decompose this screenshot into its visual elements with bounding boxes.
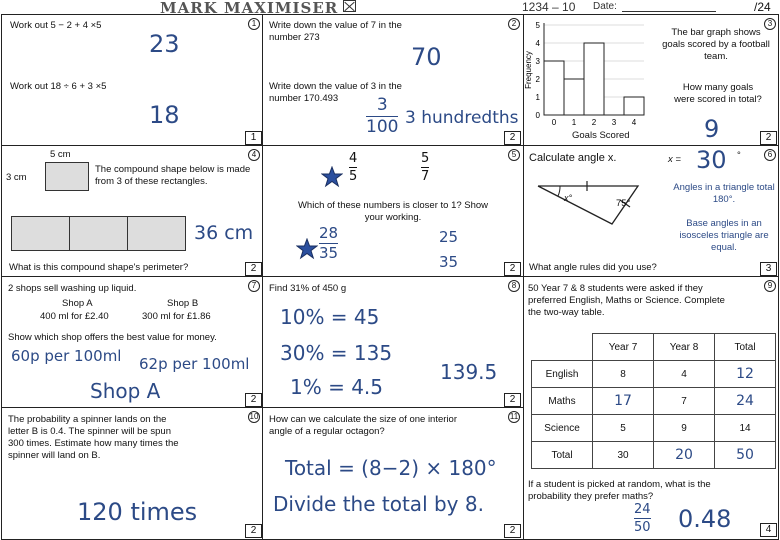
table-cell: 8 [593, 361, 654, 388]
table-cell: 50 [715, 442, 776, 469]
q8-working-3: 1% = 4.5 [290, 375, 384, 399]
table-row [532, 334, 776, 361]
shop-b-name: Shop B [167, 298, 199, 309]
compound-rectangle-3 [127, 216, 186, 251]
q10-prompt: The probability a spinner lands on the letter B is 0.4. The spinner will be spun 300 times. Estimate how many times the spinner will land on B. [8, 414, 179, 461]
y-tick-label: 4 [535, 39, 540, 48]
table-cell: English [532, 361, 593, 388]
star-icon [321, 166, 343, 188]
q5-fraction-2 [421, 152, 429, 183]
q5-working-1 [319, 226, 338, 261]
brand-title: MARK MAXIMISER [160, 0, 339, 17]
angle-x-label: x° [564, 193, 573, 203]
q7-number: 7 [248, 280, 260, 292]
q4-answer: 36 cm [194, 222, 254, 244]
q5-f1-num: 4 [349, 151, 358, 166]
q9-question: If a student is picked at random, what is the probability they prefer maths? [528, 479, 711, 502]
bar [624, 97, 644, 115]
q10-marks: 2 [245, 524, 262, 538]
question-5 [262, 145, 524, 277]
q3-question: How many goals were scored in total? [674, 82, 762, 105]
x-tick-label: 1 [571, 118, 577, 127]
q8-prompt: Find 31% of 450 g [269, 283, 347, 294]
table-cell: 4 [654, 361, 715, 388]
table-cell [532, 334, 593, 361]
y-tick-label: 3 [535, 57, 540, 66]
q5-number: 5 [508, 149, 520, 161]
q9-marks: 4 [760, 523, 777, 537]
q5-w1-den: 35 [319, 244, 339, 262]
q6-degree: ° [737, 150, 741, 161]
table-cell: 24 [715, 388, 776, 415]
table-cell: 9 [654, 415, 715, 442]
q2-prompt-a: Write down the value of 7 in the number 273 [269, 20, 402, 43]
envelope-icon [343, 0, 356, 12]
table-row [532, 442, 776, 469]
q11-prompt: How can we calculate the size of one interior angle of a regular octagon? [269, 414, 457, 437]
table-row [532, 361, 776, 388]
table-cell: 7 [654, 388, 715, 415]
q5-w2-num: 25 [439, 228, 459, 246]
q10-number: 10 [249, 412, 259, 421]
q8-working-2: 30% = 135 [280, 341, 393, 365]
q9-frac-bar [634, 518, 651, 519]
question-2 [262, 14, 524, 146]
question-1 [1, 14, 263, 146]
q4-question: What is this compound shape's perimeter? [9, 262, 189, 273]
q3-prompt: The bar graph shows goals scored by a football team. [662, 27, 770, 62]
total-marks: /24 [754, 0, 771, 14]
q6-answer: 30 [696, 146, 727, 174]
q7-answer: Shop A [90, 379, 161, 403]
q6-prompt: Calculate angle x. [529, 152, 617, 164]
isosceles-triangle [536, 180, 666, 240]
q7-question: Show which shop offers the best value for money. [8, 332, 217, 343]
q2-answer-a: 70 [411, 43, 442, 71]
q2-fraction-den: 100 [366, 117, 399, 137]
x-tick-label: 0 [551, 118, 557, 127]
q3-marks: 2 [760, 131, 777, 145]
q2-number: 2 [508, 18, 520, 30]
q5-f2-num: 5 [421, 151, 430, 166]
y-axis-label: Frequency [524, 51, 533, 89]
q8-working-1: 10% = 45 [280, 305, 380, 329]
q7-working-b: 62p per 100ml [139, 355, 250, 373]
q9-frac-den: 50 [634, 520, 651, 535]
q10-answer: 120 times [77, 498, 198, 526]
q1-prompt-b: Work out 18 ÷ 6 + 3 ×5 [10, 81, 107, 92]
table-row [532, 388, 776, 415]
bar [544, 61, 564, 115]
table-cell: Science [532, 415, 593, 442]
q5-f2-bar [421, 167, 429, 168]
q11-answer-1: Total = (8−2) × 180° [285, 456, 497, 480]
compound-rectangle-1 [11, 216, 70, 251]
q6-question: What angle rules did you use? [529, 262, 657, 273]
worksheet-code: 1234 – 10 [522, 0, 576, 14]
table-cell: Maths [532, 388, 593, 415]
q3-xlabel: Goals Scored [572, 130, 630, 141]
table-cell: 14 [715, 415, 776, 442]
q2-marks: 2 [504, 131, 521, 145]
q11-marks: 2 [504, 524, 521, 538]
table-cell: 12 [715, 361, 776, 388]
q7-prompt: 2 shops sell washing up liquid. [8, 283, 137, 294]
date-field[interactable] [622, 11, 716, 12]
x-tick-label: 4 [631, 118, 637, 127]
q3-number: 3 [764, 18, 776, 30]
q5-f1-bar [349, 167, 357, 168]
date-label: Date: [593, 1, 617, 12]
shop-a-name: Shop A [62, 298, 93, 309]
question-10 [1, 407, 263, 540]
q4-width-label: 5 cm [50, 149, 71, 160]
single-rectangle [45, 162, 89, 191]
y-tick-label: 1 [535, 93, 540, 102]
q1-prompt-a: Work out 5 − 2 + 4 ×5 [10, 20, 102, 31]
q5-f1-den: 5 [349, 169, 358, 184]
q1-answer-b: 18 [149, 101, 180, 129]
table-cell: Total [715, 334, 776, 361]
question-8 [262, 276, 524, 408]
q11-number: 11 [509, 412, 519, 421]
table-cell: 20 [654, 442, 715, 469]
q1-marks: 1 [245, 131, 262, 145]
q9-fraction [634, 503, 651, 534]
q4-prompt: The compound shape below is made from 3 of these rectangles. [95, 164, 251, 187]
x-tick-label: 3 [611, 118, 617, 127]
q11-answer-2: Divide the total by 8. [273, 492, 484, 516]
q1-number: 1 [248, 18, 260, 30]
x-tick-label: 2 [591, 118, 597, 127]
bar [584, 43, 604, 115]
table-cell: Year 8 [654, 334, 715, 361]
q9-answer: 0.48 [678, 505, 732, 533]
q5-w1-num: 28 [319, 224, 339, 242]
q2-fraction [366, 97, 398, 136]
q9-prompt: 50 Year 7 & 8 students were asked if they preferred English, Maths or Science. Complete the two-way table. [528, 283, 725, 318]
q5-fraction-1 [349, 152, 357, 183]
q5-w2-den: 35 [439, 253, 459, 271]
q9-frac-num: 24 [634, 502, 651, 517]
star-icon [296, 238, 318, 260]
q4-height-label: 3 cm [6, 172, 27, 183]
y-tick-label: 5 [535, 21, 540, 30]
two-way-table [531, 333, 776, 469]
q5-prompt: Which of these numbers is closer to 1? Show your working. [297, 200, 489, 223]
q5-f2-den: 7 [421, 169, 430, 184]
q6-number: 6 [764, 149, 776, 161]
q6-answer-prefix: x = [668, 154, 681, 165]
question-6 [523, 145, 779, 277]
q2-prompt-b: Write down the value of 3 in the number 170.493 [269, 81, 402, 104]
q4-number: 4 [248, 149, 260, 161]
table-cell: 17 [593, 388, 654, 415]
q5-working-2 [439, 230, 458, 270]
bar-chart [523, 15, 652, 135]
table-cell: Year 7 [593, 334, 654, 361]
q2-fraction-num: 3 [376, 95, 388, 115]
q8-answer: 139.5 [440, 360, 498, 384]
bar [564, 79, 584, 115]
q7-marks: 2 [245, 393, 262, 407]
q4-marks: 2 [245, 262, 262, 276]
q8-marks: 2 [504, 393, 521, 407]
question-11 [262, 407, 524, 540]
shop-a-price: 400 ml for £2.40 [40, 311, 109, 322]
q1-answer-a: 23 [149, 30, 180, 58]
y-tick-label: 0 [535, 111, 540, 120]
q5-marks: 2 [504, 262, 521, 276]
q8-number: 8 [508, 280, 520, 292]
table-cell: 5 [593, 415, 654, 442]
angle-75-label: 75° [616, 198, 631, 209]
question-7 [1, 276, 263, 408]
q7-working-a: 60p per 100ml [11, 347, 122, 365]
q6-reason-1: Angles in a triangle total 180°. [673, 182, 775, 205]
question-4 [1, 145, 263, 277]
q9-number: 9 [764, 280, 776, 292]
compound-rectangle-2 [69, 216, 128, 251]
table-cell: Total [532, 442, 593, 469]
table-row [532, 415, 776, 442]
q3-answer: 9 [704, 115, 720, 143]
q6-marks: 3 [760, 262, 777, 276]
y-tick-label: 2 [535, 75, 540, 84]
q2-answer-words: 3 hundredths [405, 108, 519, 128]
shop-b-price: 300 ml for £1.86 [142, 311, 211, 322]
table-cell: 30 [593, 442, 654, 469]
question-3 [523, 14, 779, 146]
q6-reason-2: Base angles in an isosceles triangle are equal. [679, 218, 769, 253]
